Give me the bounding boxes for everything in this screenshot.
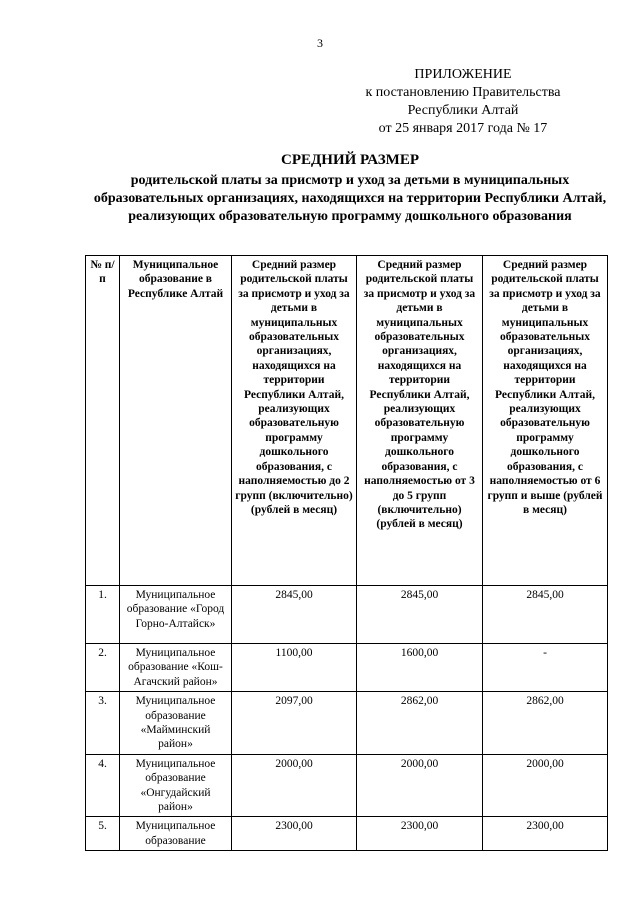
table-row <box>86 754 608 817</box>
row-fee-up-to-2-groups: 2845,00 <box>232 586 357 644</box>
header-fee-up-to-2-groups: Средний размер родительской платы за присмотр и уход за детьми в муниципальных образовательных организациях, находящихся на территории Республики Алтай, реализующих образовательную программу дошкольного образования, с наполняемостью до 2 групп (включительно) (рублей в месяц) <box>232 256 357 586</box>
appendix-heading: ПРИЛОЖЕНИЕ <box>414 67 512 82</box>
appendix-block <box>340 66 586 138</box>
row-number: 3. <box>86 692 120 755</box>
row-municipality: Муниципальное образование «Онгудайский район» <box>120 754 232 817</box>
row-fee-6-plus-groups: 2845,00 <box>483 586 608 644</box>
row-fee-up-to-2-groups: 1100,00 <box>232 644 357 692</box>
row-fee-3-to-5-groups: 2862,00 <box>357 692 483 755</box>
row-fee-6-plus-groups: 2300,00 <box>483 817 608 851</box>
document-subtitle: родительской платы за присмотр и уход за детьми в муниципальных образовательных организациях, находящихся на территории Республики Алтай, реализующих образовательную программу дошкольного образования <box>93 173 607 224</box>
row-municipality: Муниципальное образование «Кош-Агачский район» <box>120 644 232 692</box>
table-row <box>86 644 608 692</box>
header-fee-6-plus-groups: Средний размер родительской платы за присмотр и уход за детьми в муниципальных образовательных организациях, находящихся на территории Республики Алтай, реализующих образовательную программу дошкольного образования, с наполняемостью от 6 групп и выше (рублей в месяц) <box>483 256 608 586</box>
appendix-region: Республики Алтай <box>407 103 519 118</box>
appendix-resolution: к постановлению Правительства <box>365 85 561 100</box>
row-fee-6-plus-groups: - <box>483 644 608 692</box>
row-fee-up-to-2-groups: 2097,00 <box>232 692 357 755</box>
header-municipality: Муниципальное образование в Республике Алтай <box>120 256 232 586</box>
row-fee-3-to-5-groups: 1600,00 <box>357 644 483 692</box>
row-fee-3-to-5-groups: 2845,00 <box>357 586 483 644</box>
header-fee-3-to-5-groups: Средний размер родительской платы за присмотр и уход за детьми в муниципальных образовательных организациях, находящихся на территории Республики Алтай, реализующих образовательную программу дошкольного образования, с наполняемостью от 3 до 5 групп (включительно) (рублей в месяц) <box>357 256 483 586</box>
table-row <box>86 817 608 851</box>
row-municipality: Муниципальное образование «Майминский район» <box>120 692 232 755</box>
page-number: 3 <box>317 36 323 50</box>
table-header-row <box>86 256 608 586</box>
row-number: 5. <box>86 817 120 851</box>
document-title: СРЕДНИЙ РАЗМЕР <box>280 152 420 168</box>
row-number: 1. <box>86 586 120 644</box>
row-municipality: Муниципальное образование <box>120 817 232 851</box>
row-fee-3-to-5-groups: 2000,00 <box>357 754 483 817</box>
row-number: 2. <box>86 644 120 692</box>
row-fee-up-to-2-groups: 2300,00 <box>232 817 357 851</box>
row-number: 4. <box>86 754 120 817</box>
row-fee-6-plus-groups: 2000,00 <box>483 754 608 817</box>
row-municipality: Муниципальное образование «Город Горно-Алтайск» <box>120 586 232 644</box>
table-row <box>86 692 608 755</box>
row-fee-up-to-2-groups: 2000,00 <box>232 754 357 817</box>
row-fee-6-plus-groups: 2862,00 <box>483 692 608 755</box>
appendix-date: от 25 января 2017 года № 17 <box>378 121 548 136</box>
row-fee-3-to-5-groups: 2300,00 <box>357 817 483 851</box>
table-row <box>86 586 608 644</box>
header-number: № п/п <box>86 256 120 586</box>
fee-table <box>85 255 608 851</box>
